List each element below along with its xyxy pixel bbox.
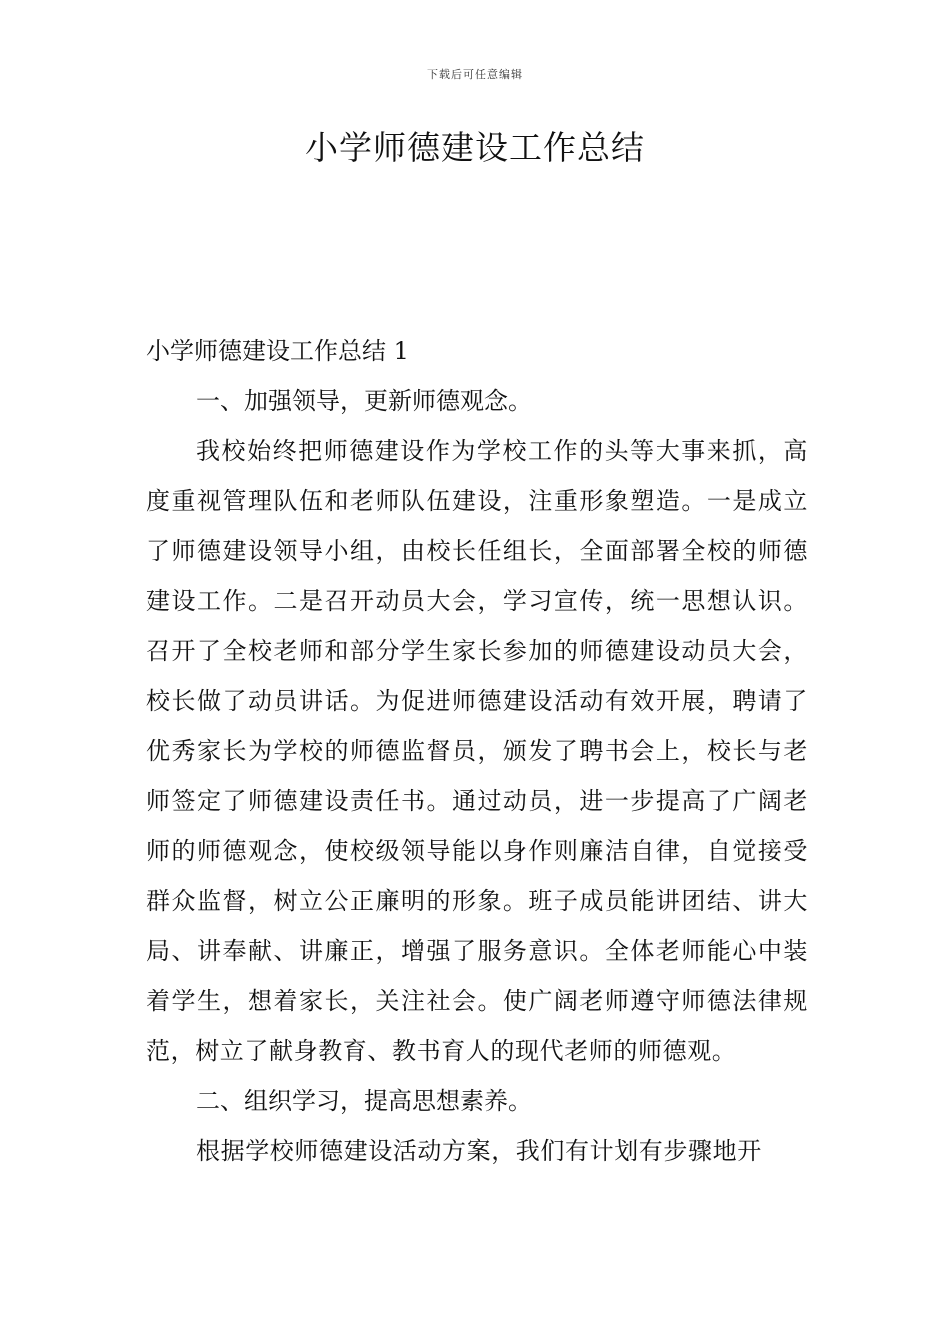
document-title: 小学师德建设工作总结 — [305, 128, 645, 167]
section1-heading: 一、加强领导，更新师德观念。 — [196, 387, 532, 415]
section1-paragraph: 我校始终把师德建设作为学校工作的头等大事来抓，高度重视管理队伍和老师队伍建设，注重形象塑造。一是成立了师德建设领导小组，由校长任组长，全面部署全校的师德建设工作。二是召开动员大会，学习宣传，统一思想认识。召开了全校老师和部分学生家长参加的师德建设动员大会，校长做了动员讲话。为促进师德建设活动有效开展，聘请了优秀家长为学校的师德监督员，颁发了聘书会上，校长与老师签定了师德建设责任书。通过动员，进一步提高了广阔老师的师德观念，使校级领导能以身作则廉洁自律，自觉接受群众监督，树立公正廉明的形象。班子成员能讲团结、讲大局、讲奉献、讲廉正，增强了服务意识。全体老师能心中装着学生，想着家长，关注社会。使广阔老师遵守师德法律规范，树立了献身教育、教书育人的现代老师的师德观。 — [146, 437, 808, 1065]
header-note: 下载后可任意编辑 — [427, 68, 523, 81]
document-body — [146, 326, 808, 1176]
section-subtitle: 小学师德建设工作总结 1 — [146, 337, 409, 365]
section2-paragraph: 根据学校师德建设活动方案，我们有计划有步骤地开 — [196, 1137, 762, 1165]
section2-heading: 二、组织学习，提高思想素养。 — [196, 1087, 532, 1115]
